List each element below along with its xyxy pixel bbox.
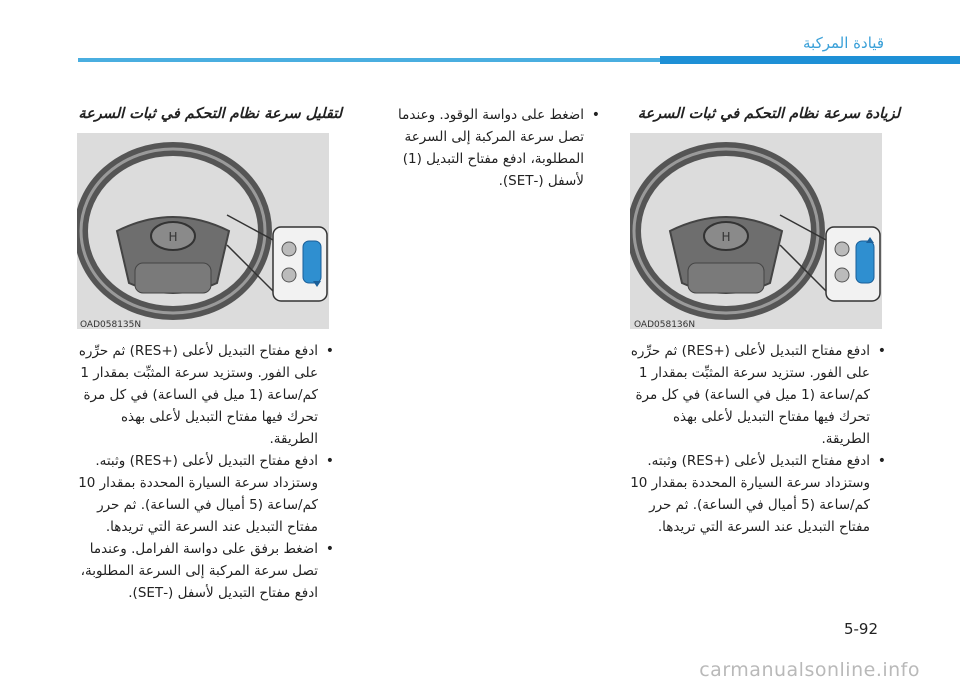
watermark: carmanualsonline.info bbox=[699, 659, 920, 681]
figure-steering-wheel-increase bbox=[630, 133, 882, 329]
svg-text:H: H bbox=[168, 230, 178, 244]
page-number: 5-92 bbox=[843, 620, 878, 638]
bullet-item: • ادفع مفتاح التبديل لأعلى (+RES) ثم حرِّره على الفور. وستزيد سرعة المثبِّت بمقدار 1 كم/ساعة (1 ميل في الساعة) في كل مرة تحرك فيها مفتاح التبديل لأعلى بهذه الطريقة. bbox=[76, 340, 334, 450]
header-title: قيادة المركبة bbox=[803, 34, 884, 52]
bullet-item: • ادفع مفتاح التبديل لأعلى (+RES) وثبته. وستزداد سرعة السيارة المحددة بمقدار 10 كم/ساعة (5 أميال في الساعة). ثم حرر مفتاح التبديل عند السرعة التي تريدها. bbox=[76, 450, 334, 538]
section-title-increase-speed: لزيادة سرعة نظام التحكم في ثبات السرعة bbox=[637, 106, 900, 122]
steering-wheel-illustration bbox=[77, 133, 329, 329]
bullet-item: • اضغط على دواسة الوقود. وعندما تصل سرعة المركبة إلى السرعة المطلوبة، ادفع مفتاح التبديل (1) لأسفل (-SET). bbox=[388, 104, 600, 192]
figure-code-left: OAD058135N bbox=[80, 320, 142, 330]
bullet-item: • اضغط برفق على دواسة الفرامل. وعندما تصل سرعة المركبة إلى السرعة المطلوبة، ادفع مفتاح التبديل لأسفل (-SET). bbox=[76, 538, 334, 604]
figure-steering-wheel-decrease bbox=[77, 133, 329, 329]
figure-code-right: OAD058136N bbox=[634, 320, 696, 330]
bullet-item: • ادفع مفتاح التبديل لأعلى (+RES) وثبته. وستزداد سرعة السيارة المحددة بمقدار 10 كم/ساعة (5 أميال في الساعة). ثم حرر مفتاح التبديل عند السرعة التي تريدها. bbox=[628, 450, 886, 538]
section-title-decrease-speed: لتقليل سرعة نظام التحكم في ثبات السرعة bbox=[78, 106, 342, 122]
header-rule-accent bbox=[660, 56, 960, 64]
steering-wheel-illustration bbox=[630, 133, 882, 329]
bullet-list-right bbox=[628, 340, 886, 538]
bullet-list-middle bbox=[388, 104, 600, 192]
bullet-item: • ادفع مفتاح التبديل لأعلى (+RES) ثم حرِّره على الفور. ستزيد سرعة المثبِّت بمقدار 1 كم/ساعة (1 ميل في الساعة) في كل مرة تحرك فيها مفتاح التبديل لأعلى بهذه الطريقة. bbox=[628, 340, 886, 450]
svg-text:H: H bbox=[721, 230, 731, 244]
bullet-list-left bbox=[76, 340, 334, 604]
